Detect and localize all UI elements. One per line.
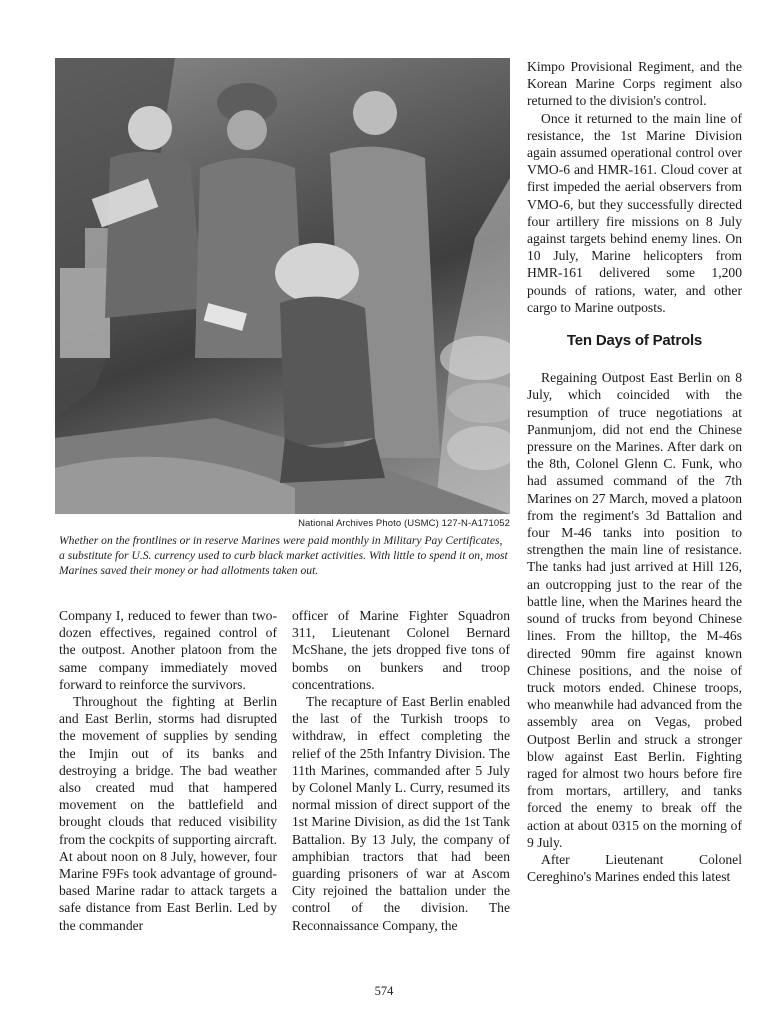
- paragraph: The recapture of East Berlin enabled the last of the Turkish troops to withdraw, in effect completing the relief of the 25th Infantry Division. The 11th Marines, commanded after 5 July by Colonel Manly L. Curry, resumed its normal mission of direct support of the 1st Marine Division, as did the 1st Tank Battalion. By 13 July, the company of amphibian tractors that had been guarding prisoners of war at Ascom City rejoined the battalion under the control of the division. The Reconnaissance Company, the: [292, 694, 510, 933]
- column-right: [527, 58, 742, 885]
- paragraph: Regaining Outpost East Berlin on 8 July, which coincided with the resumption of truce negotiations at Panmunjom, did not end the Chinese pressure on the Marines. After dark on the 8th, Colonel Glenn C. Funk, who had assumed command of the 7th Marines on 27 March, moved a platoon from the regiment's 3d Battalion and four M-46 tanks into position to strengthen the main line of resistance. The tanks had just arrived at Hill 126, an outcropping just to the rear of the battle line, when the Marines heard the sound of trucks from beyond Chinese lines. From the hilltop, the M-46s directed 90mm fire against known Chinese positions, and the noise of truck motors ended. Chinese troops, who meanwhile had advanced from the assembly area on Vegas, probed Outpost Berlin and struck a stronger blow against East Berlin. Fighting raged for almost two hours before fire from mortars, artillery, and tanks forced the enemy to break off the action at about 0315 on the morning of 9 July.: [527, 370, 742, 850]
- photo-illustration: [55, 58, 510, 514]
- paragraph: Throughout the fighting at Berlin and East Berlin, storms had disrupted the movement of supplies by sending the Imjin out of its banks and destroying a bridge. The bad weather also created mud that hampered movement on the battlefield and brought clouds that reduced visibility from the cockpits of supporting aircraft. At about noon on 8 July, however, four Marine F9Fs took advantage of ground-based Marine radar to attack targets a safe distance from East Berlin. Led by the commander: [59, 694, 277, 933]
- paragraph: After Lieutenant Colonel Cereghino's Marines ended this latest: [527, 851, 742, 885]
- paragraph: Company I, reduced to fewer than two-dozen effectives, regained control of the outpost. Another platoon from the same company immediately moved forward to reinforce the survivors.: [59, 608, 277, 692]
- paragraph: Kimpo Provisional Regiment, and the Korean Marine Corps regiment also returned to the division's control.: [527, 59, 742, 109]
- paragraph: officer of Marine Fighter Squadron 311, Lieutenant Colonel Bernard McShane, the jets dropped five tons of bombs on bunkers and troop concentrations.: [292, 608, 510, 692]
- section-heading: Ten Days of Patrols: [566, 332, 703, 350]
- paragraph: Once it returned to the main line of resistance, the 1st Marine Division again assumed operational control over VMO-6 and HMR-161. Cloud cover at first impeded the aerial observers from VMO-6, but they successfully directed four artillery fire missions on 8 July against targets behind enemy lines. On 10 July, Marine helicopters from HMR-161 delivered some 1,200 pounds of rations, water, and other cargo to Marine outposts.: [527, 110, 742, 315]
- column-middle: [292, 607, 510, 934]
- page-number: 574: [374, 984, 394, 998]
- photo-credit: National Archives Photo (USMC) 127-N-A171052: [298, 518, 510, 529]
- column-left: [59, 607, 277, 934]
- photo-caption: Whether on the frontlines or in reserve Marines were paid monthly in Military Pay Certificates, a substitute for U.S. currency used to curb black market activities. With little to spend it on, most Marines saved their money or had allotments taken out.: [59, 534, 508, 577]
- archival-photo-marines-in-trench: [55, 58, 510, 514]
